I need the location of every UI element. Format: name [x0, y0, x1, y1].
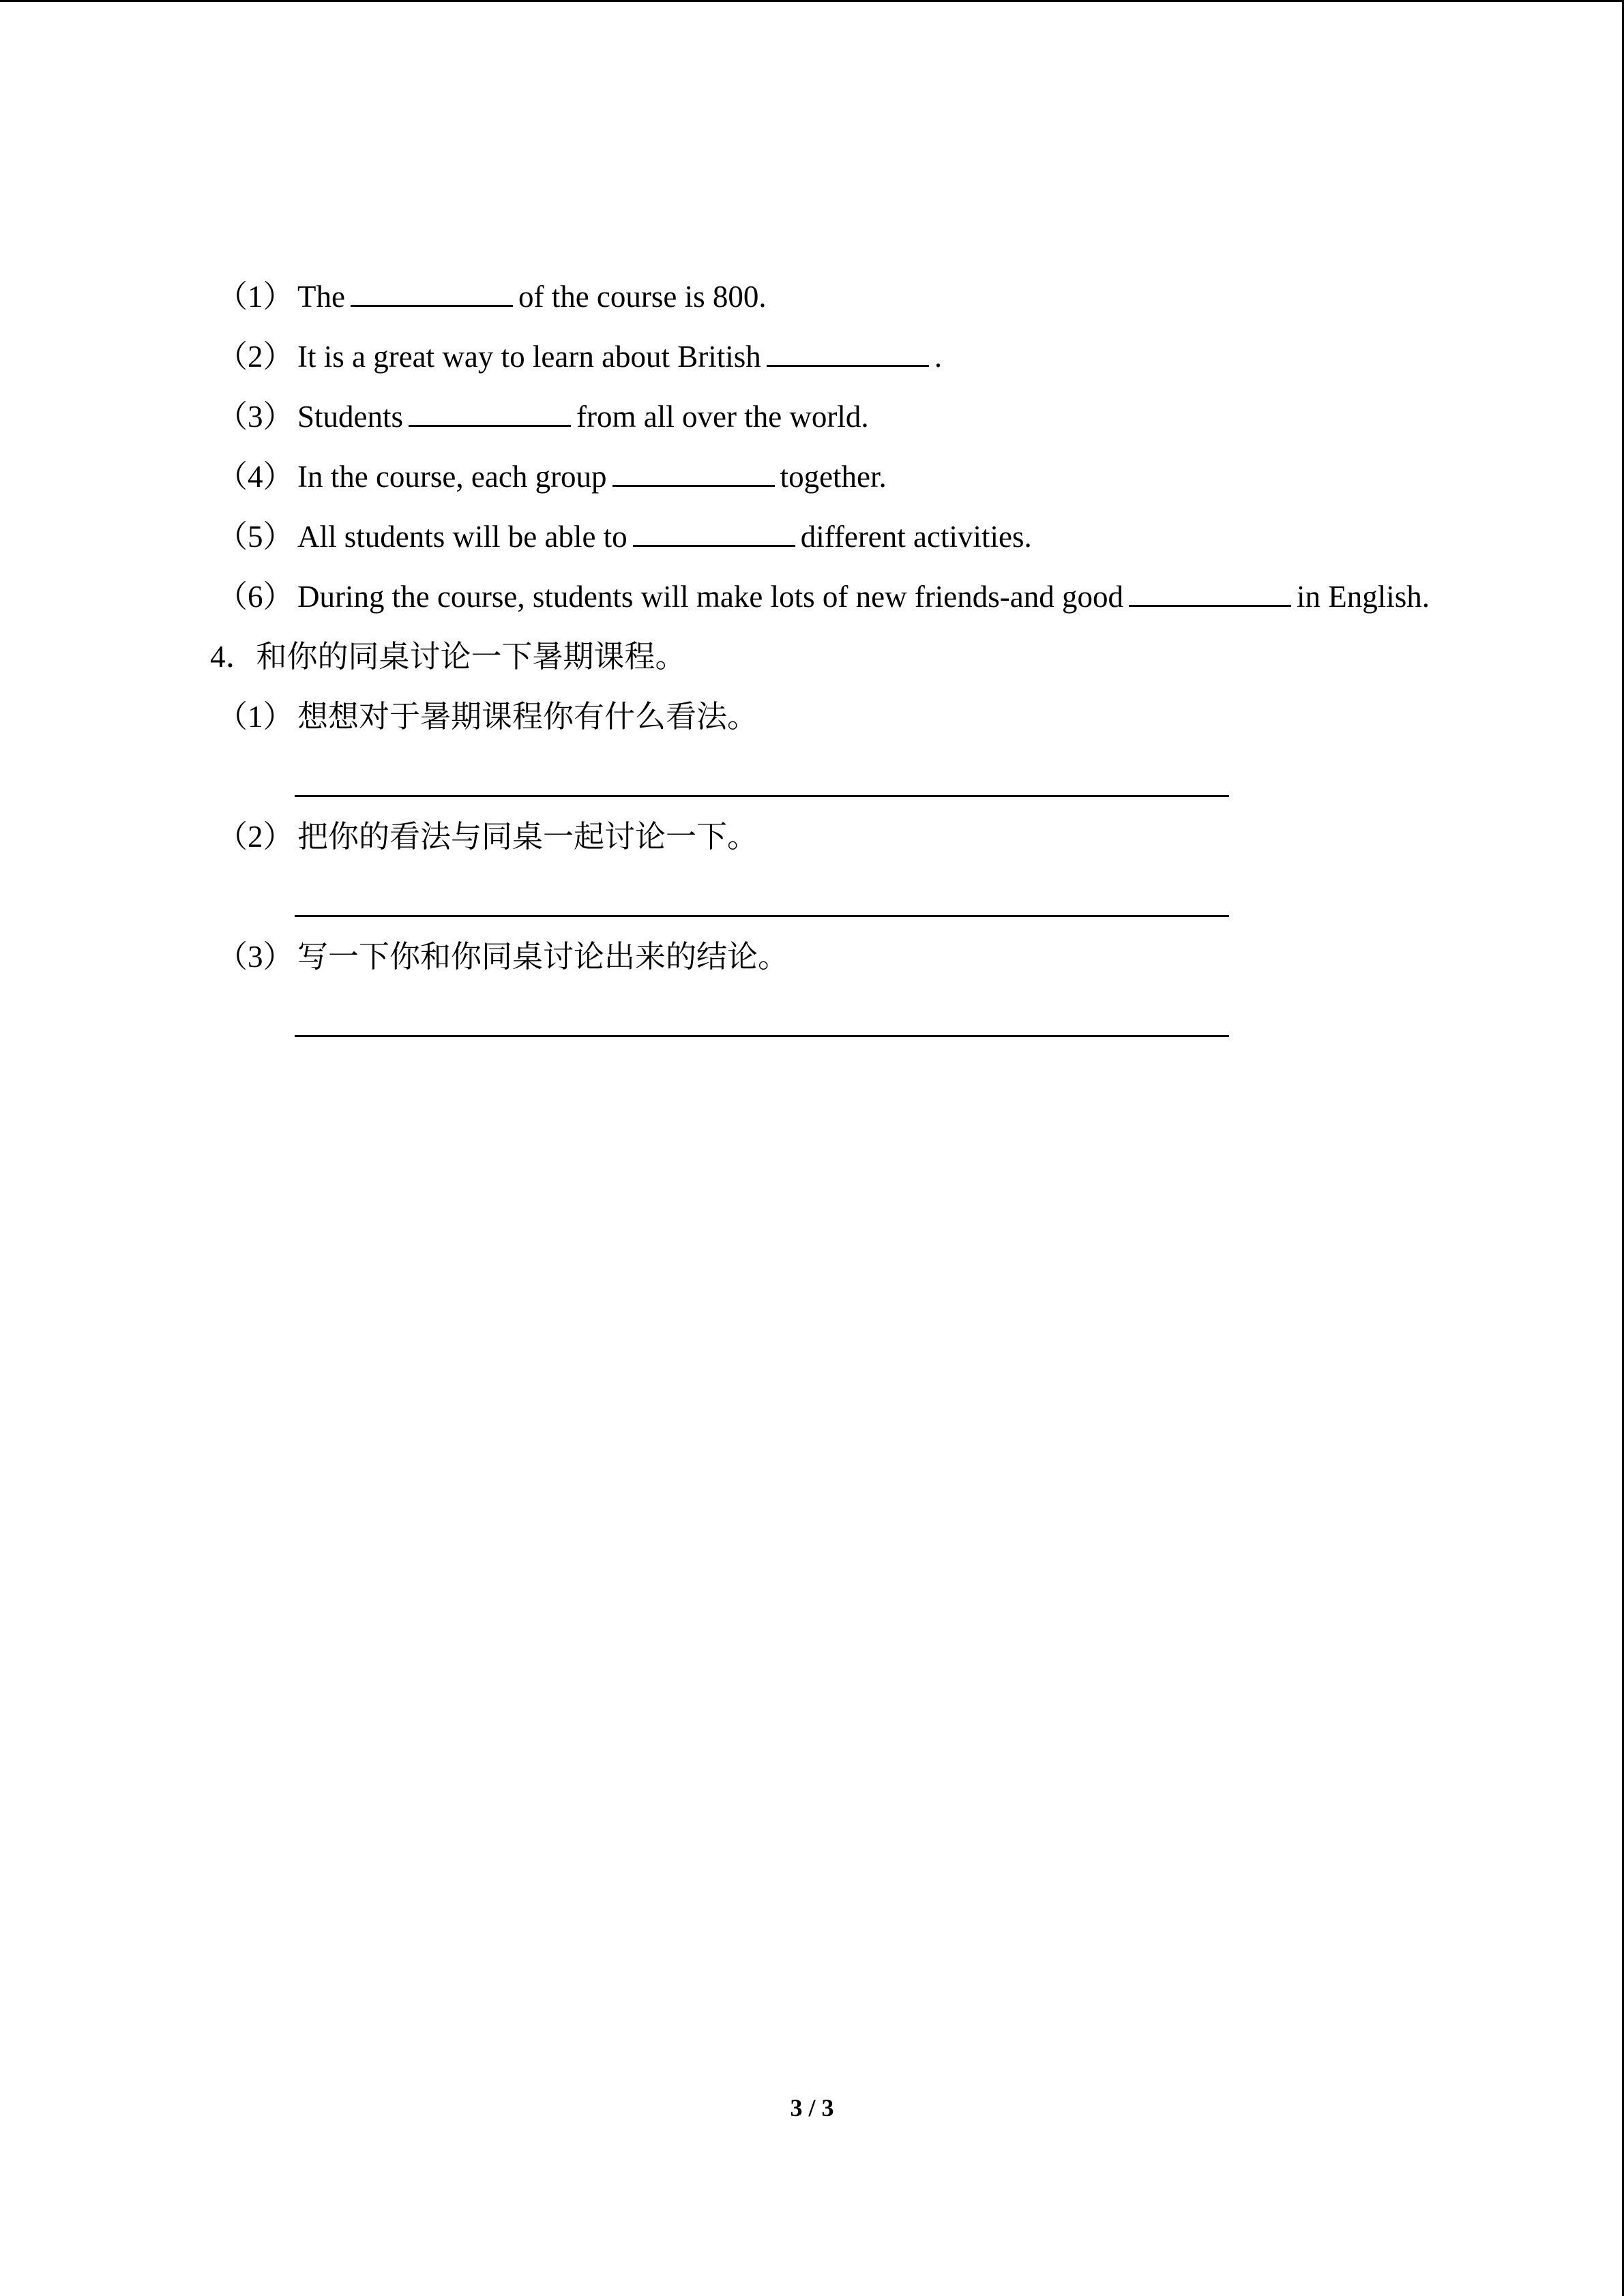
blank-field[interactable]: [612, 460, 775, 487]
exercise-4-heading: 4．和你的同桌讨论一下暑期课程。: [210, 640, 686, 674]
item-number: （2）: [217, 340, 294, 374]
item-number: （1）: [217, 700, 294, 734]
fill-blank-item-1: [217, 276, 767, 317]
item-number: （3）: [217, 940, 294, 974]
item-number: （2）: [217, 820, 294, 854]
blank-field[interactable]: [1129, 580, 1291, 607]
fill-blank-item-3: [217, 396, 869, 437]
item-text: 想想对于暑期课程你有什么看法。: [297, 700, 758, 734]
page-number: 3 / 3: [790, 2094, 834, 2121]
item-text-after: different activities.: [800, 520, 1032, 554]
fill-blank-item-5: [217, 516, 1032, 557]
item-text-after: together.: [780, 460, 887, 494]
fill-blank-item-2: [217, 336, 942, 377]
blank-field[interactable]: [633, 520, 795, 547]
item-number: （5）: [217, 520, 294, 554]
item-text-before: The: [297, 280, 345, 314]
item-number: （3）: [217, 400, 294, 434]
answer-line-1[interactable]: [295, 795, 1229, 797]
discussion-item-2: [217, 816, 758, 857]
blank-field[interactable]: [767, 340, 929, 367]
answer-line-2[interactable]: [295, 915, 1229, 917]
answer-line-3[interactable]: [295, 1035, 1229, 1037]
item-text-after: from all over the world.: [576, 400, 869, 434]
item-text: 写一下你和你同桌讨论出来的结论。: [297, 940, 789, 974]
item-text-after: .: [934, 340, 943, 374]
item-text: 把你的看法与同桌一起讨论一下。: [297, 820, 758, 854]
discussion-item-3: [217, 936, 788, 977]
item-text-before: In the course, each group: [297, 460, 607, 494]
item-text-before: During the course, students will make lots of new friends-and good: [297, 580, 1124, 614]
item-text-before: All students will be able to: [297, 520, 628, 554]
blank-field[interactable]: [409, 400, 571, 427]
item-text-before: Students: [297, 400, 404, 434]
item-text-after: of the course is 800.: [518, 280, 767, 314]
item-number: （4）: [217, 460, 294, 494]
fill-blank-item-4: [217, 456, 887, 497]
fill-blank-item-6: [217, 576, 1430, 617]
item-text-before: It is a great way to learn about British: [297, 340, 761, 374]
item-number: （6）: [217, 580, 294, 614]
discussion-item-1: [217, 696, 758, 737]
top-border: [0, 0, 1624, 2]
item-text-after: in English.: [1297, 580, 1430, 614]
blank-field[interactable]: [351, 280, 513, 307]
item-number: （1）: [217, 280, 294, 314]
